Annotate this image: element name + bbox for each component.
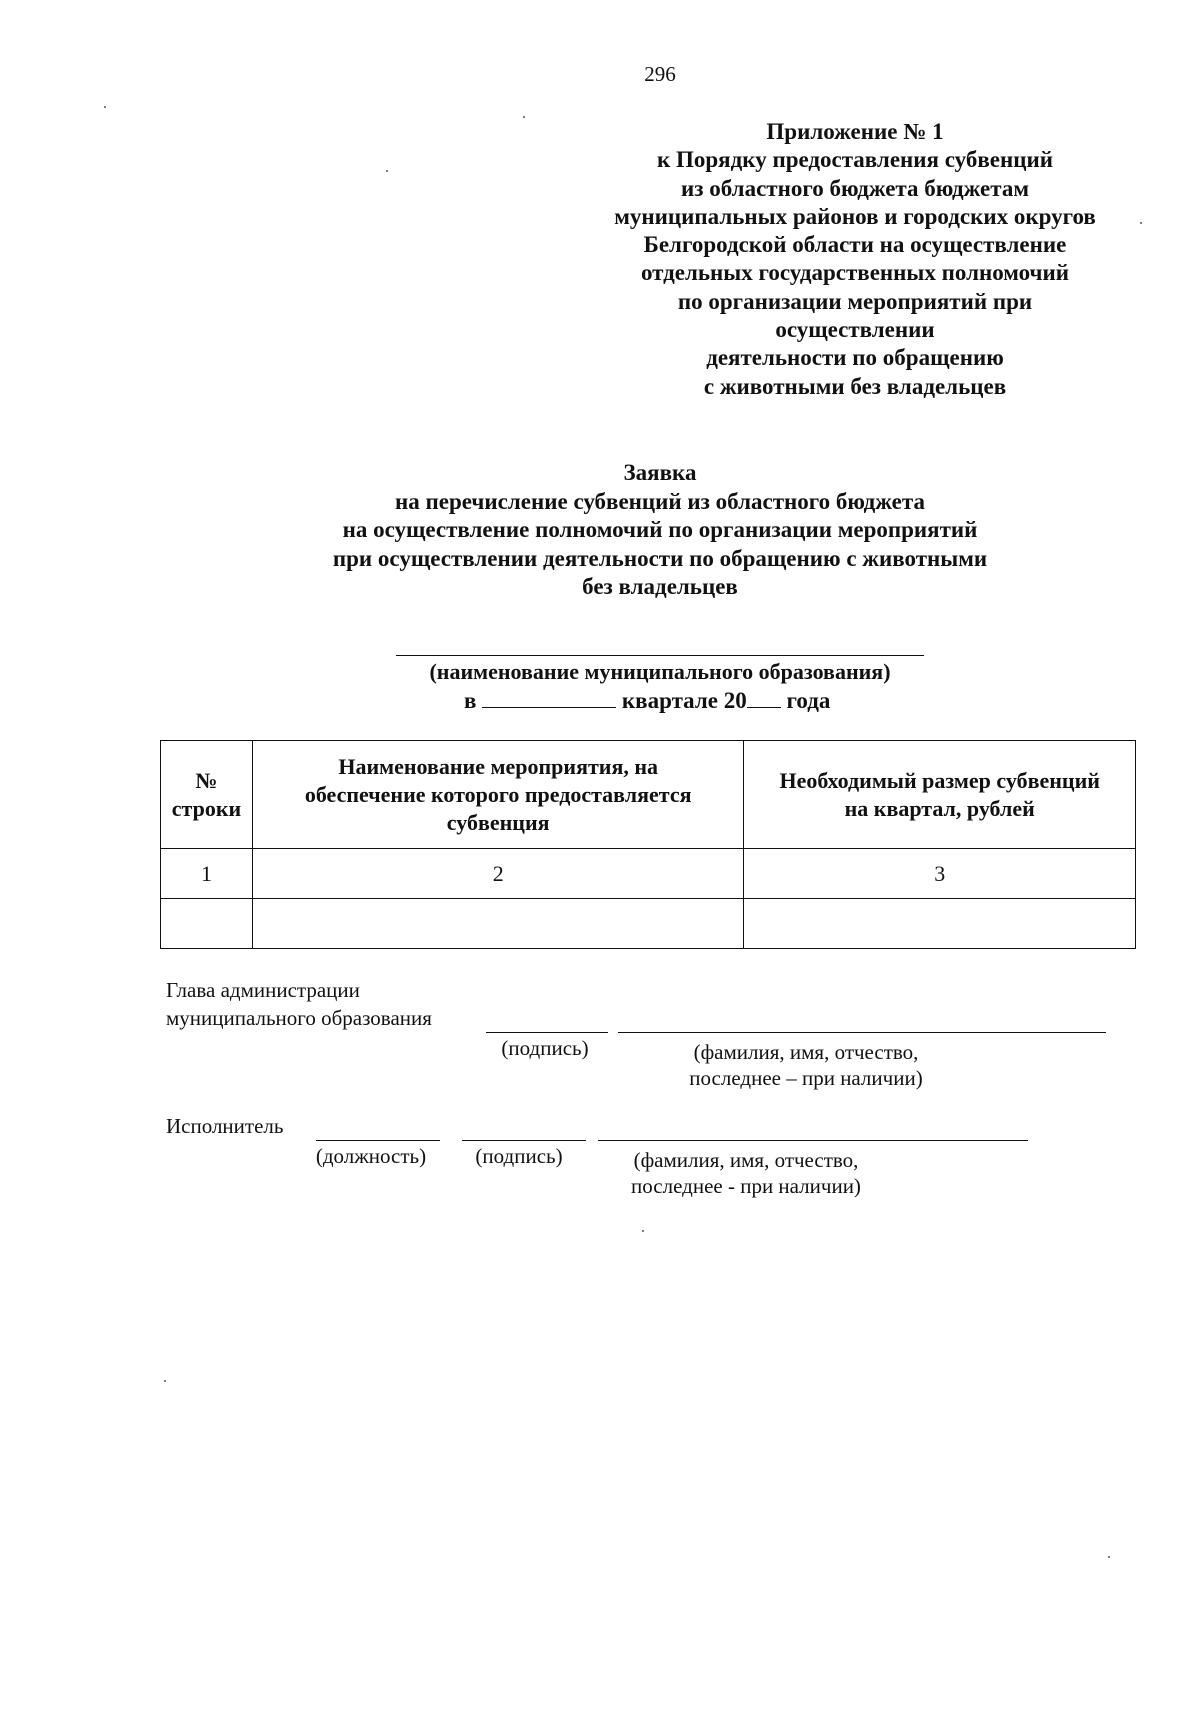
table-cell: 1	[161, 849, 253, 899]
appendix-line: муниципальных районов и городских округов	[614, 203, 1096, 229]
request-title-line: при осуществлении деятельности по обращению с животными	[332, 545, 988, 571]
head-signature-blank[interactable]	[486, 1032, 608, 1033]
executor-label: Исполнитель	[166, 1114, 284, 1138]
quarter-suffix: года	[786, 688, 831, 713]
appendix-line: Приложение № 1	[766, 119, 944, 144]
table-numbering-row	[161, 849, 1136, 899]
page-number: 296	[644, 62, 676, 86]
table-cell: 3	[744, 849, 1136, 899]
head-label-line2: муниципального образования	[166, 1006, 432, 1030]
appendix-line: из областного бюджета бюджетам	[681, 175, 1029, 201]
appendix-line: деятельности по обращению	[706, 345, 1004, 371]
head-signature-caption: (подпись)	[501, 1036, 589, 1060]
head-name-caption-line2: последнее – при наличии)	[689, 1066, 923, 1090]
appendix-line: осуществлении	[775, 317, 935, 343]
request-title-line: Заявка	[623, 460, 697, 485]
quarter-middle: квартале 20	[621, 688, 747, 713]
executor-name-caption-line2: последнее - при наличии)	[631, 1174, 861, 1198]
appendix-line: Белгородской области на осуществление	[643, 232, 1067, 258]
quarter-prefix: в	[464, 688, 477, 713]
scan-speck	[1108, 1556, 1110, 1558]
head-label-line1: Глава администрации	[166, 978, 360, 1002]
executor-position-caption: (должность)	[315, 1144, 427, 1168]
table-cell-empty[interactable]	[161, 899, 253, 949]
column-header-subvention-amount: Необходимый размер субвенций на квартал, рублей	[744, 741, 1136, 849]
request-title	[260, 459, 1060, 602]
column-header-row-number: № строки	[161, 741, 253, 849]
subvention-table	[160, 740, 1136, 949]
request-title-line: на перечисление субвенций из областного бюджета	[395, 488, 925, 514]
table-cell-empty[interactable]	[744, 899, 1136, 949]
request-title-line: на осуществление полномочий по организации мероприятий	[342, 517, 978, 542]
municipality-caption: (наименование муниципального образования)	[429, 659, 891, 684]
scan-speck	[1140, 222, 1142, 224]
column-header-measure-name: Наименование мероприятия, на обеспечение которого предоставляется субвенция	[252, 741, 743, 849]
quarter-number-blank[interactable]	[482, 687, 616, 708]
head-name-caption-line1: (фамилия, имя, отчество,	[693, 1040, 919, 1064]
year-blank[interactable]	[747, 687, 781, 708]
appendix-line: с животными без владельцев	[703, 373, 1007, 399]
executor-name-caption-line1: (фамилия, имя, отчество,	[633, 1148, 859, 1172]
table-row	[161, 899, 1136, 949]
head-name-blank[interactable]	[618, 1032, 1106, 1033]
request-title-line: без владельцев	[582, 574, 738, 599]
scan-speck	[164, 1380, 166, 1382]
table-cell-empty[interactable]	[252, 899, 743, 949]
appendix-line: к Порядку предоставления субвенций	[657, 147, 1053, 173]
appendix-line: отдельных государственных полномочий	[640, 260, 1070, 286]
executor-name-blank[interactable]	[598, 1140, 1028, 1141]
scan-speck	[104, 106, 106, 108]
table-cell: 2	[252, 849, 743, 899]
executor-position-blank[interactable]	[316, 1140, 440, 1141]
quarter-line	[464, 687, 830, 714]
appendix-line: по организации мероприятий при	[677, 288, 1033, 314]
executor-signature-caption: (подпись)	[475, 1144, 563, 1168]
executor-signature-blank[interactable]	[462, 1140, 586, 1141]
scan-speck	[386, 170, 388, 172]
scan-speck	[523, 116, 525, 118]
scan-speck	[642, 1230, 644, 1232]
appendix-heading	[590, 118, 1120, 401]
table-header-row	[161, 741, 1136, 849]
municipality-name-blank[interactable]	[396, 655, 924, 656]
